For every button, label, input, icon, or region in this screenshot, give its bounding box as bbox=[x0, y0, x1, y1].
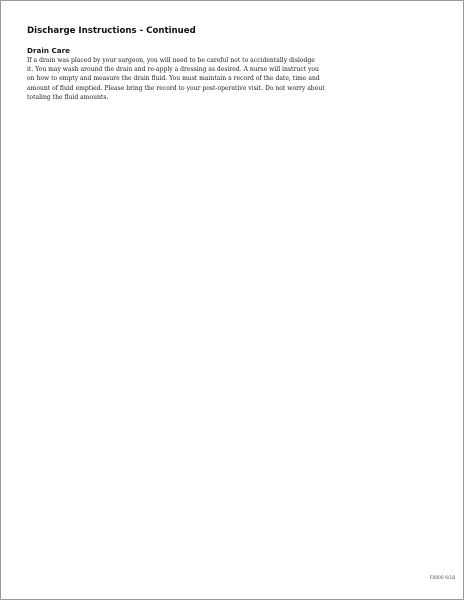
paragraph-line: amount of fluid emptied. Please bring the record to your post-operative visit. Do not worry about bbox=[27, 84, 325, 92]
paragraph-line: it. You may wash around the drain and re-apply a dressing as desired. A nurse will instruct you bbox=[27, 66, 319, 74]
paragraph-line: If a drain was placed by your surgeon, you will need to be careful not to accidentally dislodge bbox=[27, 57, 315, 64]
paragraph-line: totaling the fluid amounts. bbox=[27, 93, 109, 101]
form-code: F0000 6/18 bbox=[430, 576, 455, 581]
paragraph-line: on how to empty and measure the drain fluid. You must maintain a record of the date, time and bbox=[27, 75, 320, 83]
drain-care-paragraph bbox=[27, 56, 325, 102]
page-title: Discharge Instructions - Continued bbox=[27, 26, 196, 36]
section-heading-drain-care: Drain Care bbox=[27, 46, 70, 55]
